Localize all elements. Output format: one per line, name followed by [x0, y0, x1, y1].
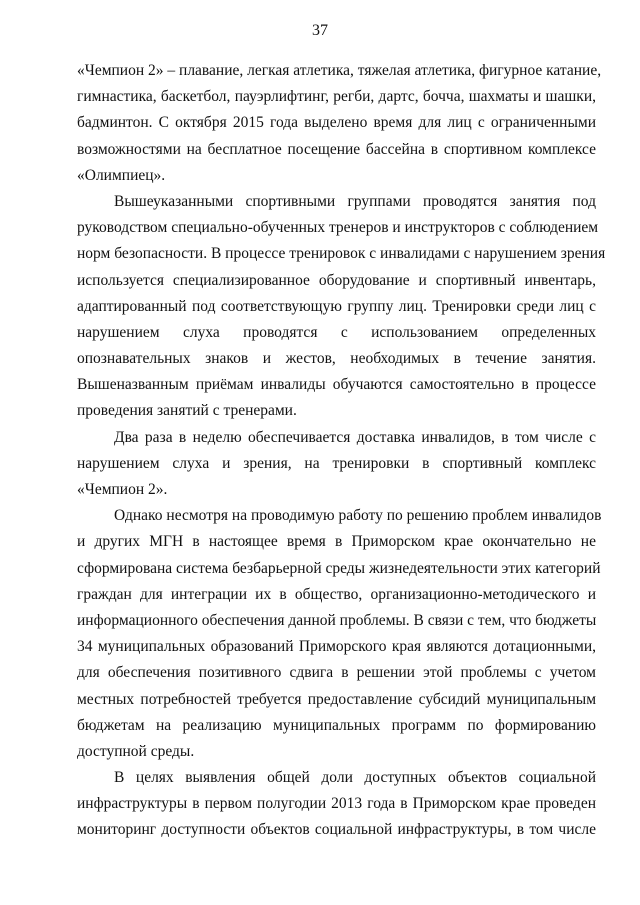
text-line: бюджетам на реализацию муниципальных программ по формированию — [77, 716, 596, 734]
text-line: мониторинг доступности объектов социальной инфраструктуры, в том числе — [77, 821, 596, 839]
text-line: возможностями на бесплатное посещение бассейна в спортивном комплексе — [77, 140, 596, 158]
page-number: 37 — [312, 22, 328, 39]
text-line: доступной среды. — [77, 742, 195, 760]
text-line: «Чемпион 2» – плавание, легкая атлетика, тяжелая атлетика, фигурное катание, — [77, 62, 602, 79]
text-line: местных потребностей требуется предоставление субсидий муниципальным — [77, 690, 596, 708]
text-line: используется специализированное оборудование и спортивный инвентарь, — [77, 271, 596, 289]
document-body — [77, 58, 606, 844]
text-line: руководством специально-обученных тренеров и инструкторов с соблюдением — [77, 219, 599, 237]
paragraph — [77, 425, 596, 504]
text-line: 34 муниципальных образований Приморского края являются дотационными, — [77, 638, 596, 656]
text-line: норм безопасности. В процессе тренировок с инвалидами с нарушением зрения — [77, 245, 606, 263]
text-line: опознавательных знаков и жестов, необходимых в течение занятия. — [77, 350, 596, 368]
text-line: гимнастика, баскетбол, пауэрлифтинг, регби, дартс, бочча, шахматы и шашки, — [77, 88, 596, 106]
text-line: сформирована система безбарьерной среды жизнедеятельности этих категорий — [77, 559, 601, 577]
text-line: Вышеназванным приёмам инвалиды обучаются самостоятельно в процессе — [77, 376, 596, 394]
text-line: В целях выявления общей доли доступных объектов социальной — [114, 769, 596, 787]
text-line: для обеспечения позитивного сдвига в решении этой проблемы с учетом — [77, 664, 596, 682]
text-line: и других МГН в настоящее время в Приморском крае окончательно не — [77, 533, 596, 551]
paragraph — [77, 503, 602, 765]
text-line: нарушением слуха проводятся с использованием определенных — [77, 323, 596, 341]
text-line: граждан для интеграции их в общество, организационно-методического и — [77, 585, 596, 603]
paragraph — [77, 58, 602, 189]
paragraph — [77, 189, 606, 425]
text-line: адаптированный под соответствующую группу лиц. Тренировки среди лиц с — [77, 297, 596, 315]
paragraph — [77, 765, 596, 844]
text-line: «Олимпиец». — [77, 166, 166, 184]
text-line: «Чемпион 2». — [77, 481, 168, 498]
text-line: нарушением слуха и зрения, на тренировки в спортивный комплекс — [77, 454, 596, 472]
text-line: Однако несмотря на проводимую работу по решению проблем инвалидов — [114, 507, 602, 525]
text-line: инфраструктуры в первом полугодии 2013 года в Приморском крае проведен — [77, 795, 596, 813]
text-line: Два раза в неделю обеспечивается доставка инвалидов, в том числе с — [114, 428, 596, 446]
text-line: информационного обеспечения данной проблемы. В связи с тем, что бюджеты — [77, 611, 597, 629]
text-line: бадминтон. С октября 2015 года выделено время для лиц с ограниченными — [77, 114, 596, 132]
text-line: проведения занятий с тренерами. — [77, 402, 297, 420]
text-line: Вышеуказанными спортивными группами проводятся занятия под — [114, 192, 596, 210]
